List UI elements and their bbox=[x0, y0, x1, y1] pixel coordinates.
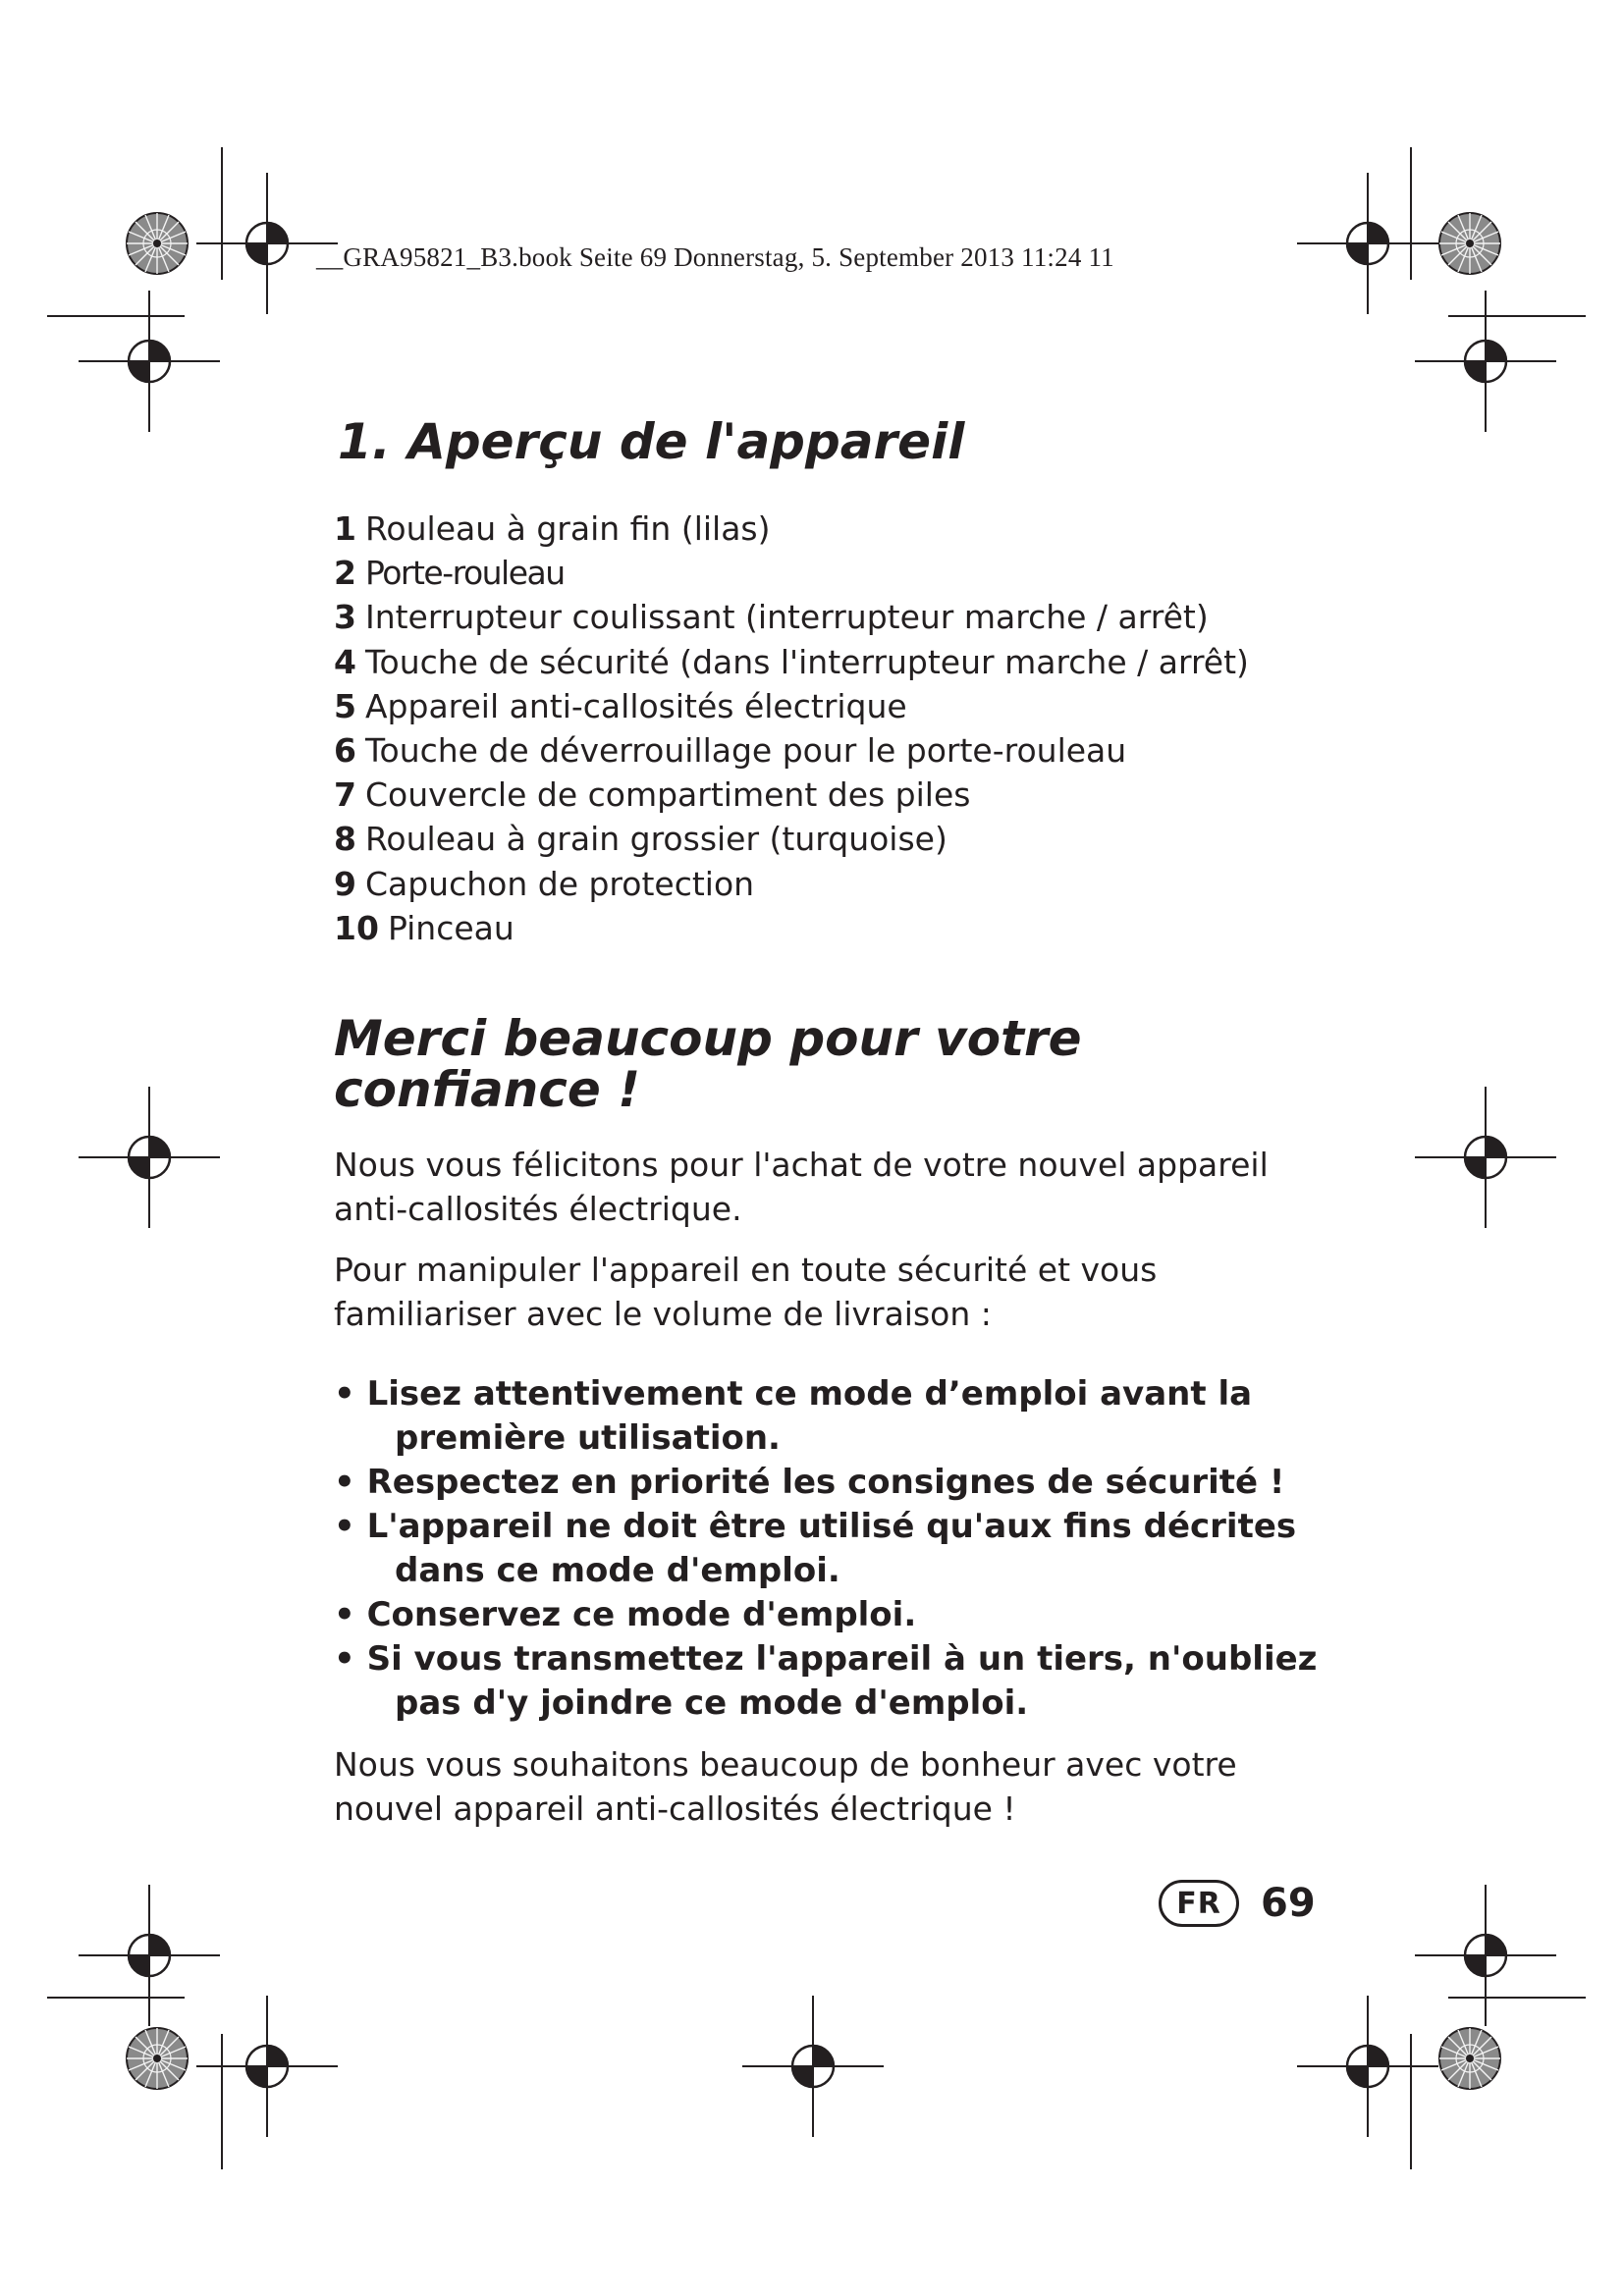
bullet-text-continued: première utilisation. bbox=[395, 1418, 781, 1458]
list-item: • Lisez attentivement ce mode d’emploi avant la première utilisation. bbox=[334, 1372, 1326, 1461]
registration-mark bbox=[79, 291, 220, 432]
list-item bbox=[334, 906, 1249, 950]
item-number: 10 bbox=[334, 908, 379, 947]
safety-list bbox=[334, 1372, 1326, 1726]
bullet-text: Si vous transmettez l'appareil à un tiers, n'oubliez bbox=[366, 1639, 1318, 1679]
list-item bbox=[334, 728, 1249, 773]
list-item: • Conservez ce mode d'emploi. bbox=[334, 1595, 917, 1634]
item-number: 7 bbox=[334, 775, 356, 815]
color-bar-mark bbox=[127, 2028, 188, 2089]
list-item bbox=[334, 507, 1249, 551]
item-text: Touche de sécurité (dans l'interrupteur marche / arrêt) bbox=[364, 642, 1249, 681]
bullet-text-continued: pas d'y joindre ce mode d'emploi. bbox=[395, 1683, 1029, 1723]
registration-mark bbox=[196, 1996, 338, 2137]
list-item bbox=[334, 773, 1249, 817]
item-number: 3 bbox=[334, 598, 356, 637]
registration-mark bbox=[1415, 291, 1556, 432]
registration-mark bbox=[79, 1885, 220, 2026]
parts-list bbox=[334, 507, 1249, 950]
item-number: 1 bbox=[334, 509, 356, 548]
list-item bbox=[334, 551, 1249, 595]
item-text: Appareil anti-callosités électrique bbox=[364, 686, 907, 725]
list-item: • L'appareil ne doit être utilisé qu'aux fins décrites dans ce mode d'emploi. bbox=[334, 1505, 1326, 1593]
list-item bbox=[334, 640, 1249, 684]
overview-heading: 1. Aperçu de l'appareil bbox=[338, 413, 965, 470]
language-badge: FR bbox=[1159, 1880, 1239, 1927]
item-text: Capuchon de protection bbox=[364, 864, 755, 903]
registration-mark bbox=[742, 1996, 884, 2137]
registration-mark bbox=[79, 1087, 220, 1228]
registration-mark bbox=[1297, 173, 1438, 314]
item-text: Touche de déverrouillage pour le porte-rouleau bbox=[364, 731, 1127, 771]
bullet-text: Respectez en priorité les consignes de sécurité ! bbox=[366, 1463, 1285, 1502]
list-item bbox=[334, 817, 1249, 861]
page-number: 69 bbox=[1261, 1881, 1316, 1926]
list-item bbox=[334, 684, 1249, 728]
item-text: Pinceau bbox=[387, 908, 514, 947]
item-text: Interrupteur coulissant (interrupteur marche / arrêt) bbox=[364, 598, 1209, 637]
closing-paragraph: Nous vous souhaitons beaucoup de bonheur avec votre nouvel appareil anti-callosités électrique ! bbox=[334, 1745, 1237, 1828]
intro-paragraph: Pour manipuler l'appareil en toute sécurité et vous familiariser avec le volume de livraison : bbox=[334, 1251, 1158, 1333]
item-number: 2 bbox=[334, 554, 356, 593]
bullet-text: Conservez ce mode d'emploi. bbox=[366, 1595, 917, 1634]
print-header: __GRA95821_B3.book Seite 69 Donnerstag, 5. September 2013 11:24 11 bbox=[316, 242, 1114, 272]
bullet-text-continued: dans ce mode d'emploi. bbox=[395, 1551, 840, 1590]
registration-mark bbox=[1297, 1996, 1438, 2137]
item-number: 6 bbox=[334, 731, 356, 771]
item-text: Rouleau à grain fin (lilas) bbox=[364, 509, 771, 548]
item-number: 9 bbox=[334, 864, 356, 903]
list-item bbox=[334, 595, 1249, 639]
color-bar-mark bbox=[1439, 2028, 1500, 2089]
color-bar-mark bbox=[127, 213, 188, 274]
list-item bbox=[334, 862, 1249, 906]
color-bar-mark bbox=[1439, 213, 1500, 274]
item-text: Couvercle de compartiment des piles bbox=[364, 775, 971, 815]
registration-mark bbox=[1415, 1087, 1556, 1228]
item-text: Porte-rouleau bbox=[364, 554, 565, 593]
item-number: 8 bbox=[334, 820, 356, 859]
page-footer bbox=[1159, 1880, 1316, 1927]
thanks-heading: Merci beaucoup pour votre confiance ! bbox=[334, 1010, 1082, 1118]
list-item: • Si vous transmettez l'appareil à un tiers, n'oubliez pas d'y joindre ce mode d'emploi. bbox=[334, 1637, 1326, 1726]
item-text: Rouleau à grain grossier (turquoise) bbox=[364, 820, 947, 859]
bullet-text: Lisez attentivement ce mode d’emploi avant la bbox=[366, 1374, 1253, 1414]
item-number: 4 bbox=[334, 642, 356, 681]
list-item: • Respectez en priorité les consignes de sécurité ! bbox=[334, 1463, 1285, 1502]
bullet-text: L'appareil ne doit être utilisé qu'aux fins décrites bbox=[366, 1507, 1297, 1546]
intro-paragraph: Nous vous félicitons pour l'achat de votre nouvel appareil anti-callosités électrique. bbox=[334, 1146, 1269, 1228]
registration-mark bbox=[1415, 1885, 1556, 2026]
item-number: 5 bbox=[334, 686, 356, 725]
